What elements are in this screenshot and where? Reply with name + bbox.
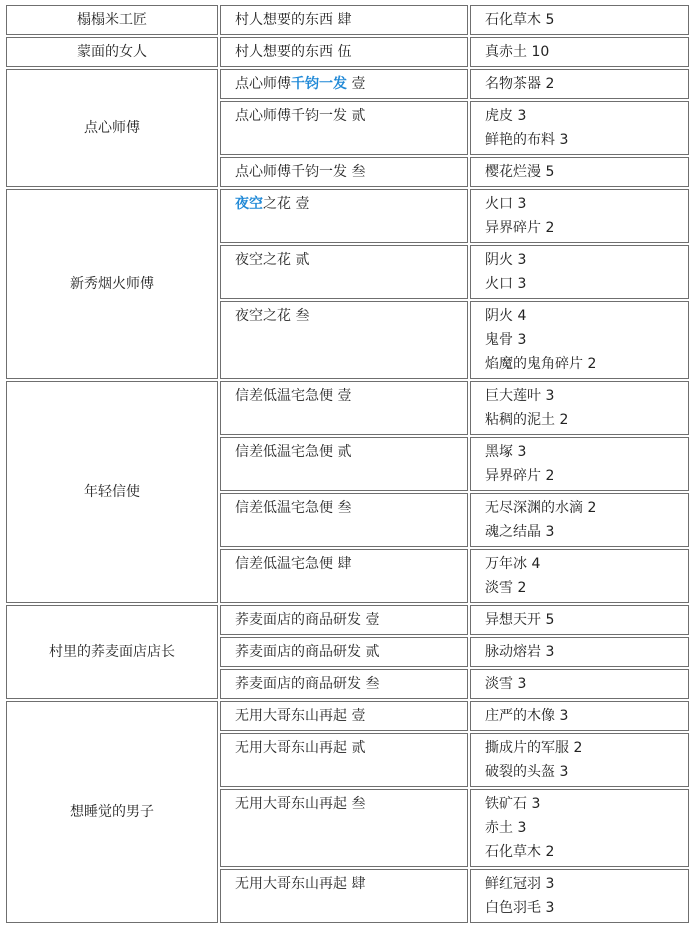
required-item: 阴火 4 [485,308,527,324]
required-item: 石化草木 5 [485,12,555,28]
required-item: 虎皮 3 [485,108,527,124]
required-items-cell [470,789,689,867]
npc-name-cell: 想睡觉的男子 [6,701,218,923]
required-item: 赤土 3 [485,820,527,836]
required-item: 火口 3 [485,196,527,212]
required-item: 名物茶器 2 [485,76,555,92]
quest-name-cell [220,69,468,99]
required-items-cell [470,437,689,491]
required-items-cell [470,669,689,699]
quest-name-text: 点心师傅千钧一发 叁 [235,164,366,180]
table-row [6,189,689,243]
quest-name-text: 无用大哥东山再起 贰 [235,740,366,756]
required-items-cell [470,37,689,67]
quest-name-cell [220,381,468,435]
quest-name-text: 信差低温宅急便 肆 [235,556,352,572]
quest-name-cell [220,301,468,379]
table-body [6,5,689,923]
quest-name-text: 荞麦面店的商品研发 壹 [235,612,380,628]
quest-name-cell [220,669,468,699]
required-item: 破裂的头盔 3 [485,764,569,780]
required-items-cell [470,69,689,99]
required-item: 淡雪 2 [485,580,527,596]
npc-name-cell: 村里的荞麦面店店长 [6,605,218,699]
required-items-cell [470,101,689,155]
required-item: 黑塚 3 [485,444,527,460]
required-item: 魂之结晶 3 [485,524,555,540]
required-item: 异界碎片 2 [485,468,555,484]
required-item: 鲜艳的布料 3 [485,132,569,148]
quest-name-cell [220,549,468,603]
table-row [6,381,689,435]
required-items-cell [470,701,689,731]
quest-name-text: 夜空之花 贰 [235,252,310,268]
required-items-cell [470,157,689,187]
quest-name-text: 无用大哥东山再起 肆 [235,876,366,892]
required-items-cell [470,549,689,603]
quest-name-cell [220,245,468,299]
required-item: 异想天开 5 [485,612,555,628]
quest-name-cell [220,789,468,867]
required-item: 无尽深渊的水滴 2 [485,500,597,516]
required-item: 巨大莲叶 3 [485,388,555,404]
quest-name-text: 信差低温宅急便 壹 [235,388,352,404]
quest-name-text: 点心师傅千钧一发 贰 [235,108,366,124]
required-items-cell [470,189,689,243]
required-item: 白色羽毛 3 [485,900,555,916]
npc-name-cell: 年轻信使 [6,381,218,603]
required-items-cell [470,381,689,435]
quest-materials-table [4,3,691,925]
quest-name-cell [220,37,468,67]
quest-name-cell [220,869,468,923]
quest-name-text: 信差低温宅急便 叁 [235,500,352,516]
required-item: 庄严的木像 3 [485,708,569,724]
required-item: 脉动熔岩 3 [485,644,555,660]
quest-name-cell [220,605,468,635]
table-row [6,5,689,35]
required-items-cell [470,637,689,667]
quest-name-cell [220,733,468,787]
quest-name-highlight: 千钧一发 [291,76,347,92]
required-item: 石化草木 2 [485,844,555,860]
required-item: 铁矿石 3 [485,796,541,812]
quest-name-cell [220,437,468,491]
quest-name-cell [220,701,468,731]
quest-name-text: 夜空之花 叁 [235,308,310,324]
required-item: 万年冰 4 [485,556,541,572]
table-row [6,605,689,635]
quest-name-text: 之花 壹 [263,196,310,212]
quest-name-cell [220,101,468,155]
required-items-cell [470,733,689,787]
required-item: 淡雪 3 [485,676,527,692]
required-items-cell [470,245,689,299]
npc-name-cell: 榻榻米工匠 [6,5,218,35]
quest-name-text: 无用大哥东山再起 壹 [235,708,366,724]
required-item: 鬼骨 3 [485,332,527,348]
required-items-cell [470,301,689,379]
required-items-cell [470,5,689,35]
quest-name-text: 点心师傅 [235,76,291,92]
table-row [6,37,689,67]
quest-name-text: 村人想要的东西 伍 [235,44,352,60]
required-item: 粘稠的泥土 2 [485,412,569,428]
required-items-cell [470,605,689,635]
required-item: 焰魔的鬼角碎片 2 [485,356,597,372]
quest-name-text: 荞麦面店的商品研发 贰 [235,644,380,660]
required-item: 樱花烂漫 5 [485,164,555,180]
quest-name-text: 村人想要的东西 肆 [235,12,352,28]
required-items-cell [470,869,689,923]
npc-name-cell: 新秀烟火师傅 [6,189,218,379]
required-item: 撕成片的军服 2 [485,740,583,756]
required-item: 异界碎片 2 [485,220,555,236]
quest-name-cell [220,189,468,243]
quest-name-cell [220,493,468,547]
quest-name-text: 壹 [347,76,366,92]
npc-name-cell: 蒙面的女人 [6,37,218,67]
quest-name-text: 荞麦面店的商品研发 叁 [235,676,380,692]
required-item: 阴火 3 [485,252,527,268]
required-items-cell [470,493,689,547]
quest-name-text: 无用大哥东山再起 叁 [235,796,366,812]
quest-name-cell [220,5,468,35]
quest-name-cell [220,157,468,187]
table-row [6,701,689,731]
required-item: 火口 3 [485,276,527,292]
required-item: 真赤土 10 [485,44,550,60]
table-row [6,69,689,99]
quest-name-text: 信差低温宅急便 贰 [235,444,352,460]
quest-name-highlight: 夜空 [235,196,263,212]
required-item: 鲜红冠羽 3 [485,876,555,892]
quest-name-cell [220,637,468,667]
npc-name-cell: 点心师傅 [6,69,218,187]
